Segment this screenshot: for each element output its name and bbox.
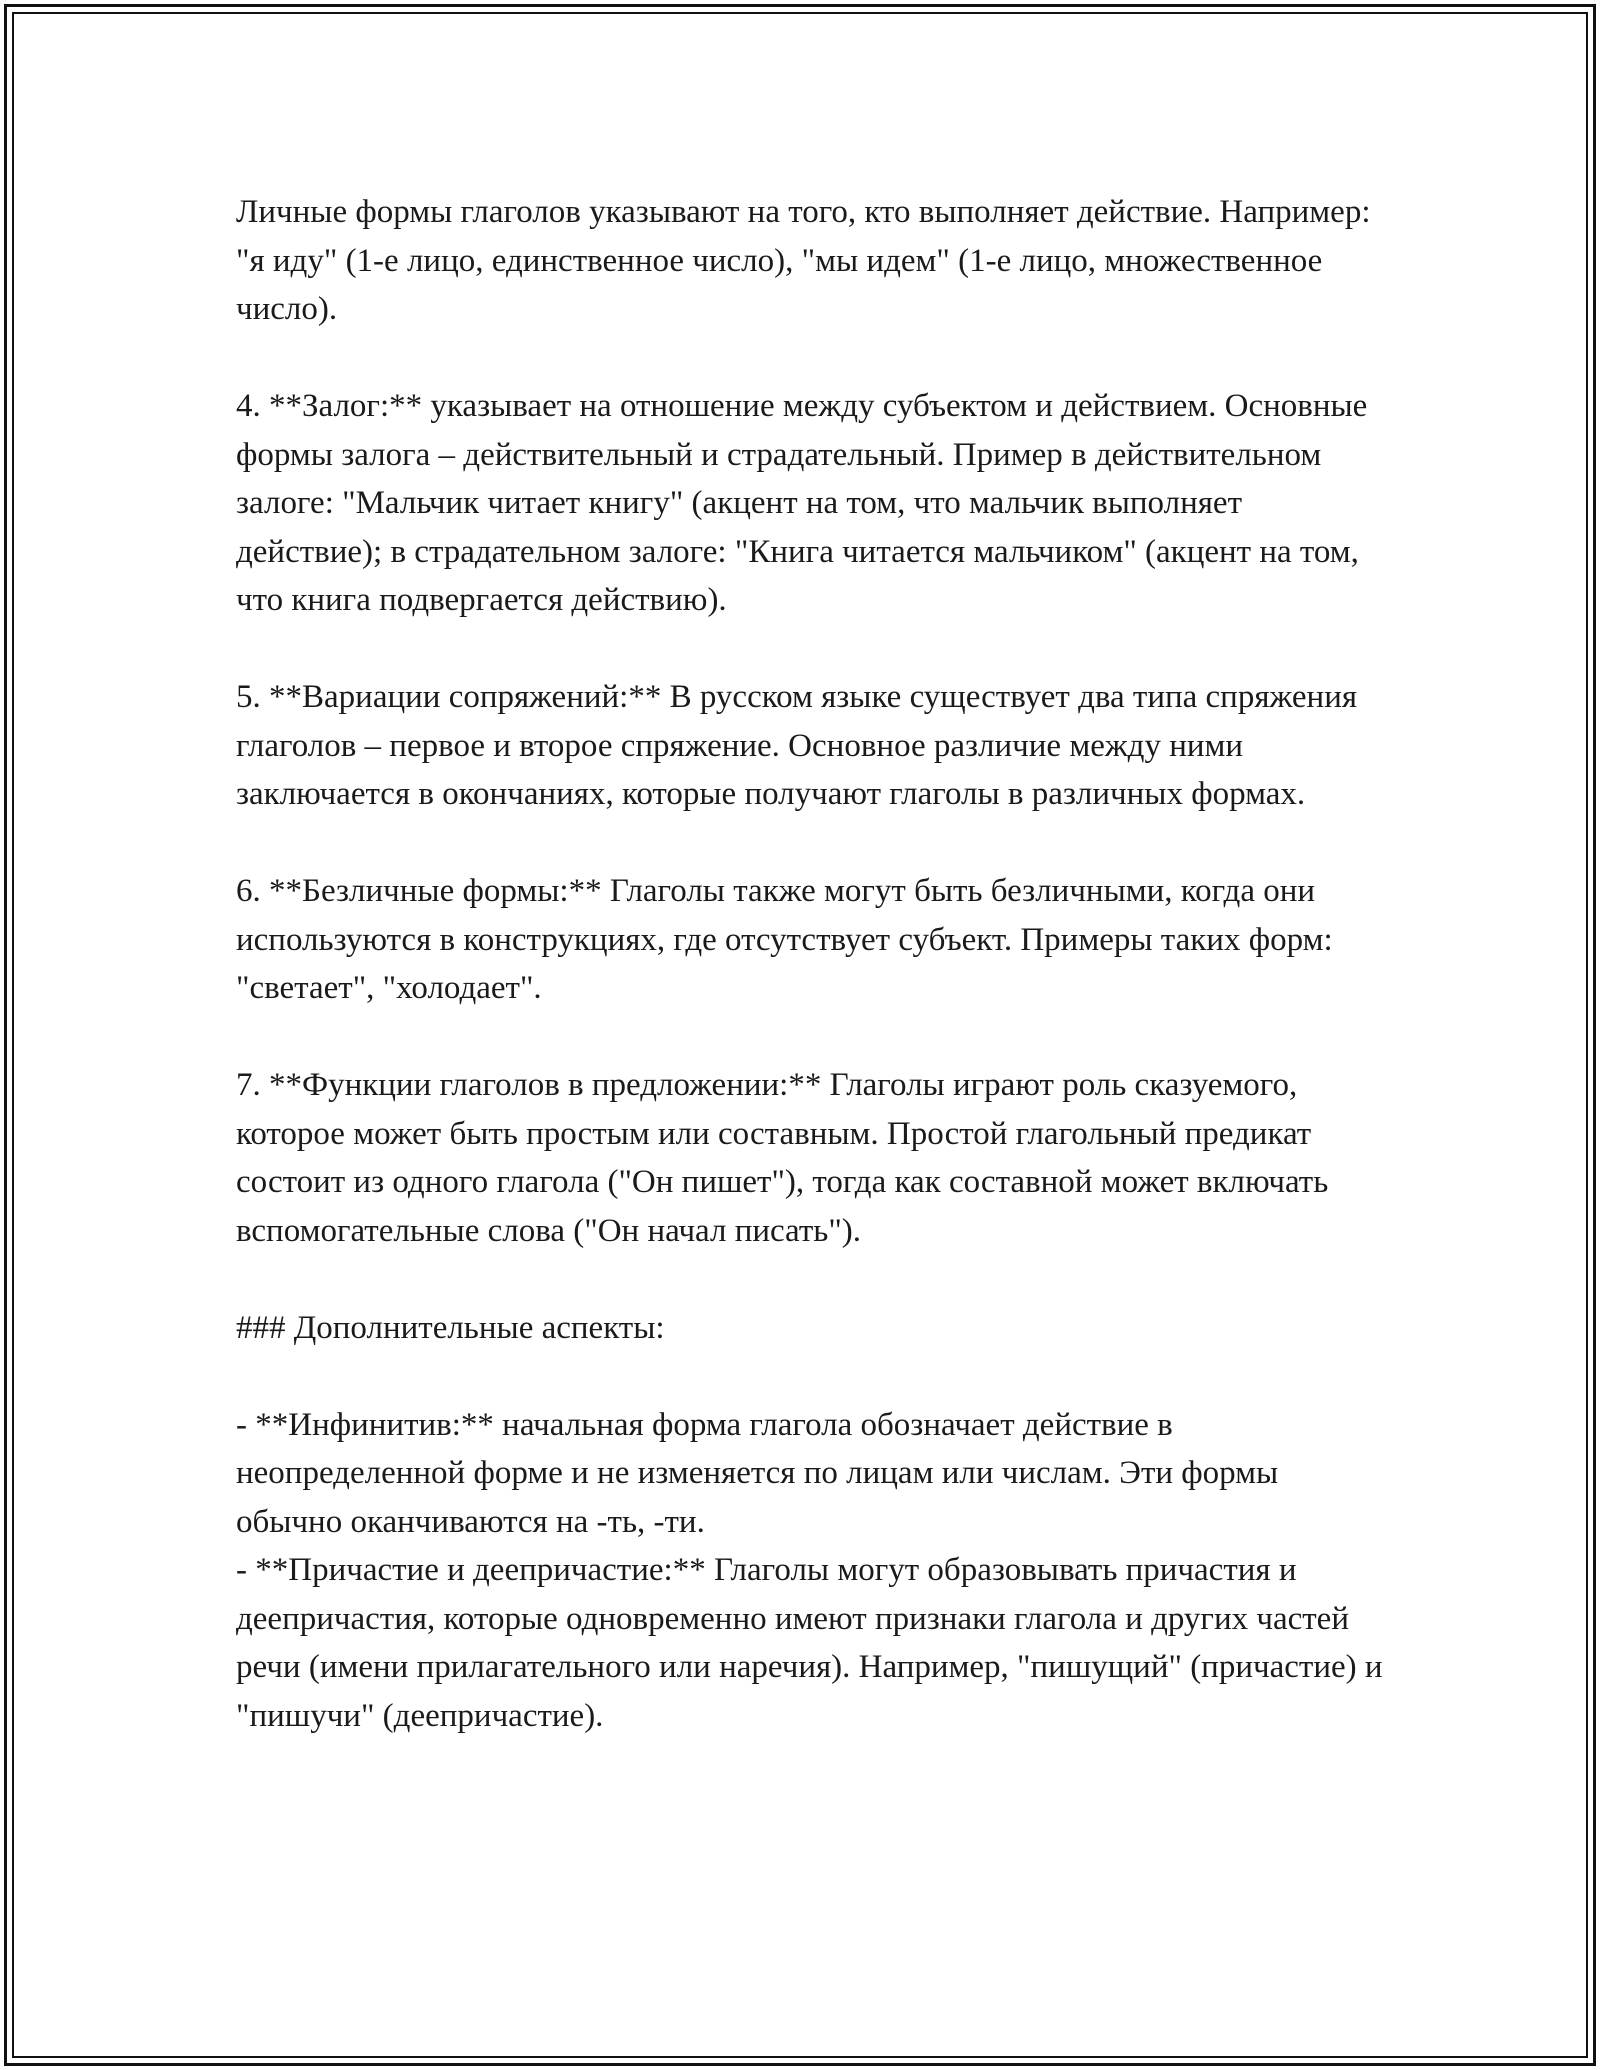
paragraph-voice: 4. **Залог:** указывает на отношение между субъектом и действием. Основные формы залога – действительный и страдательный. Пример в действительном залоге: "Мальчик читает книгу" (акцент на том, что мальчик выполняет действие); в страдательном залоге: "Книга читается мальчиком" (акцент на том, что книга подвергается действию). [236,388,1368,618]
list-item-participle: - **Причастие и деепричастие:** Глаголы могут образовывать причастия и деепричастия, которые одновременно имеют признаки глагола и других частей речи (имени прилагательного или наречия). Например, "пишущий" (причастие) и "пишучи" (деепричастие). [236,1552,1383,1734]
paragraph-verb-functions: 7. **Функции глаголов в предложении:** Глаголы играют роль сказуемого, которое может быть простым или составным. Простой глагольный предикат состоит из одного глагола ("Он пишет"), тогда как составной может включать вспомогательные слова ("Он начал писать"). [236,1067,1329,1249]
paragraph-impersonal-forms: 6. **Безличные формы:** Глаголы также могут быть безличными, когда они используются в конструкциях, где отсутствует субъект. Примеры таких форм: "светает", "холодает". [236,873,1333,1006]
list-item-infinitive: - **Инфинитив:** начальная форма глагола обозначает действие в неопределенной форме и не изменяется по лицам или числам. Эти формы обычно оканчиваются на -ть, -ти. [236,1406,1279,1540]
section-heading-additional: ### Дополнительные аспекты: [236,1309,665,1346]
paragraph-conjugation: 5. **Вариации сопряжений:** В русском языке существует два типа спряжения глаголов – первое и второе спряжение. Основное различие между ними заключается в окончаниях, которые получают глаголы в различных формах. [236,679,1358,812]
document-body [236,188,1386,1740]
paragraph-personal-forms: Личные формы глаголов указывают на того, кто выполняет действие. Например: "я иду" (1-е лицо, единственное число), "мы идем" (1-е лицо, множественное число). [236,194,1371,327]
